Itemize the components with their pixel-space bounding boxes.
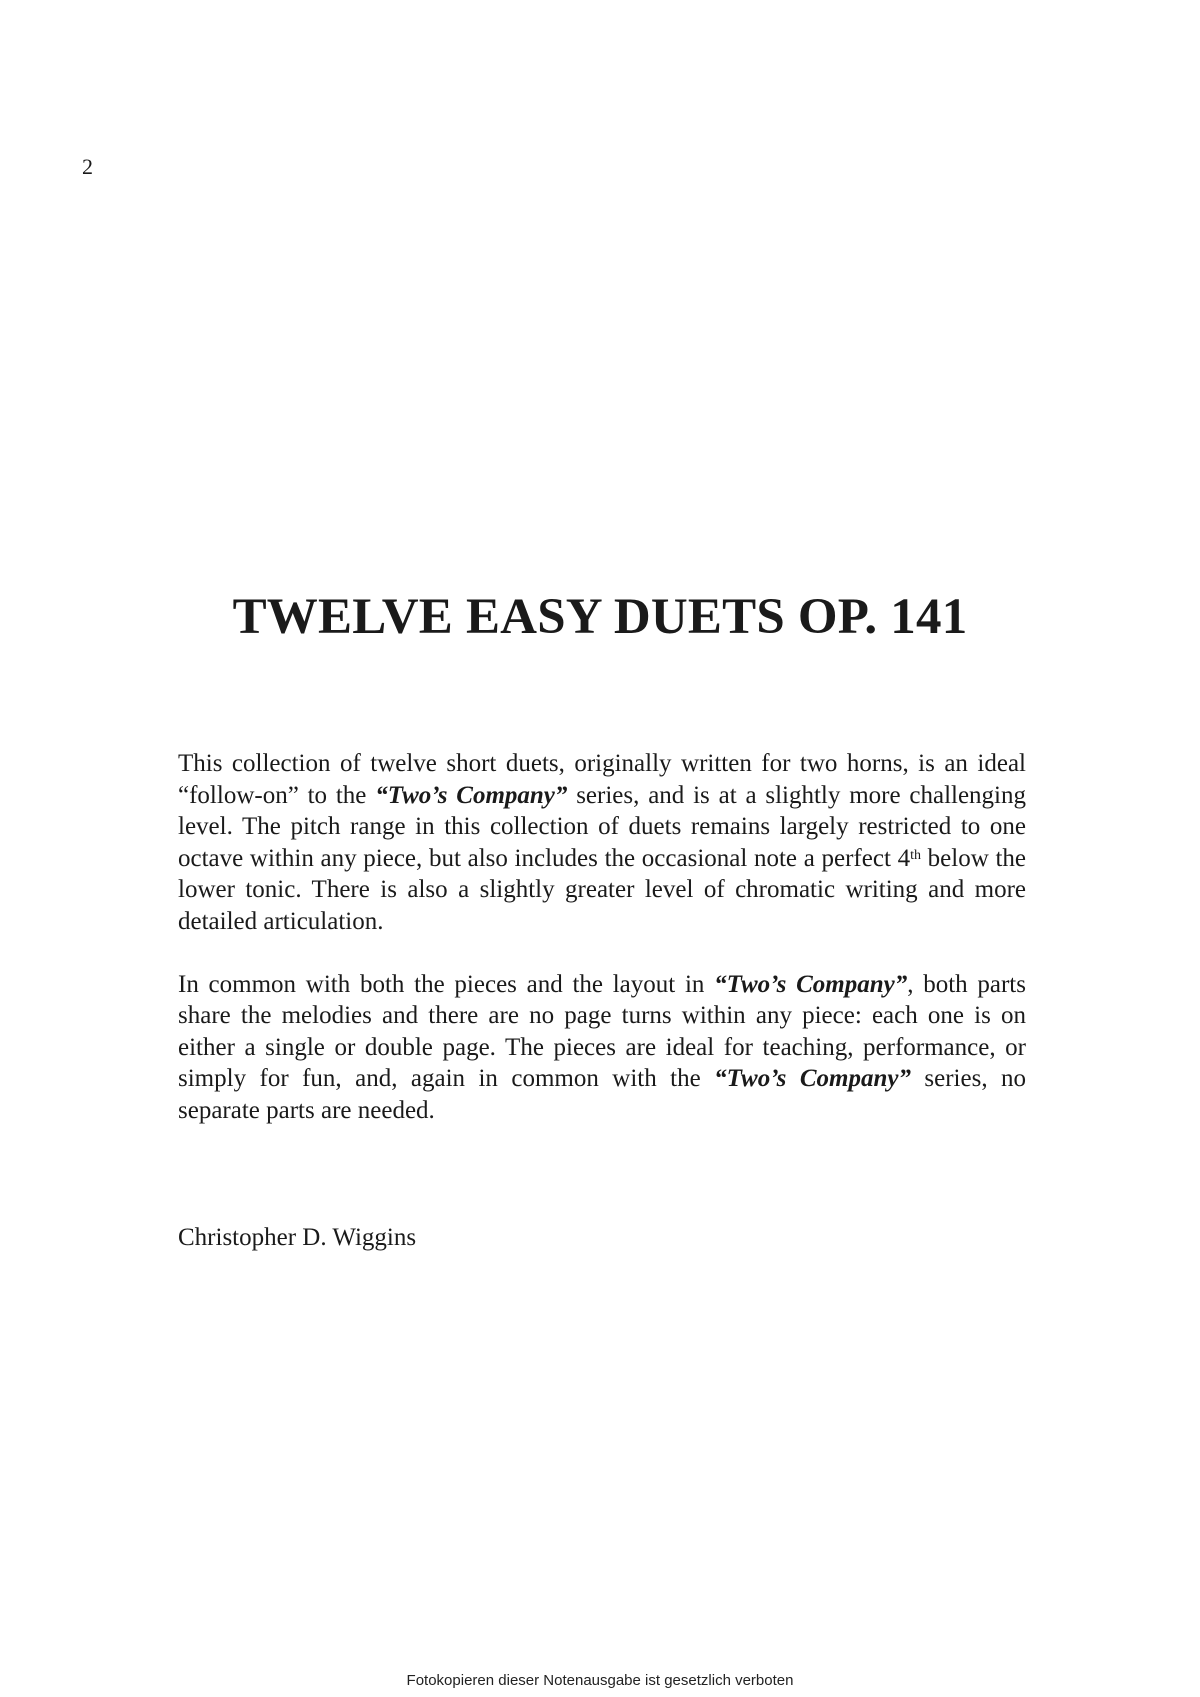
paragraph-1-text-1: This collection of twelve short duets, originally written for two horns, is an ideal “follow-on” to the (178, 750, 1026, 809)
paragraph-1-text-2: series, and is at a slightly more challenging level. The pitch range in this collection of duets remains largely restricted to one octave within any piece, but also includes the occasional note a perfect 4 (178, 781, 1026, 872)
preface-paragraph-2 (178, 969, 1026, 1127)
author-signature: Christopher D. Wiggins (178, 1224, 417, 1251)
copyright-notice: Fotokopieren dieser Notenausgabe ist gesetzlich verboten (406, 1672, 794, 1689)
series-title-emphasis: “Two’s Company” (375, 781, 568, 809)
series-title-emphasis: “Two’s Company” (714, 970, 908, 998)
paragraph-2-text-1: In common with both the pieces and the layout in (178, 970, 715, 998)
preface-text (178, 748, 1026, 1127)
page-number: 2 (82, 154, 93, 179)
paragraph-2-text-3: series, no separate parts are needed. (178, 1065, 1027, 1124)
page-title: TWELVE EASY DUETS OP. 141 (232, 589, 968, 645)
ordinal-superscript: th (910, 847, 921, 863)
series-title-emphasis: “Two’s Company” (714, 1065, 911, 1093)
paragraph-2-text-2: , both parts share the melodies and there are no page turns within any piece: each one is on either a single or double page. The pieces are ideal for teaching, performance, or simply for fun, and, again in common with the (178, 970, 1026, 1093)
preface-paragraph-1 (178, 748, 1026, 938)
paragraph-1-text-3: below the lower tonic. There is also a slightly greater level of chromatic writing and more detailed articulation. (178, 844, 1027, 935)
